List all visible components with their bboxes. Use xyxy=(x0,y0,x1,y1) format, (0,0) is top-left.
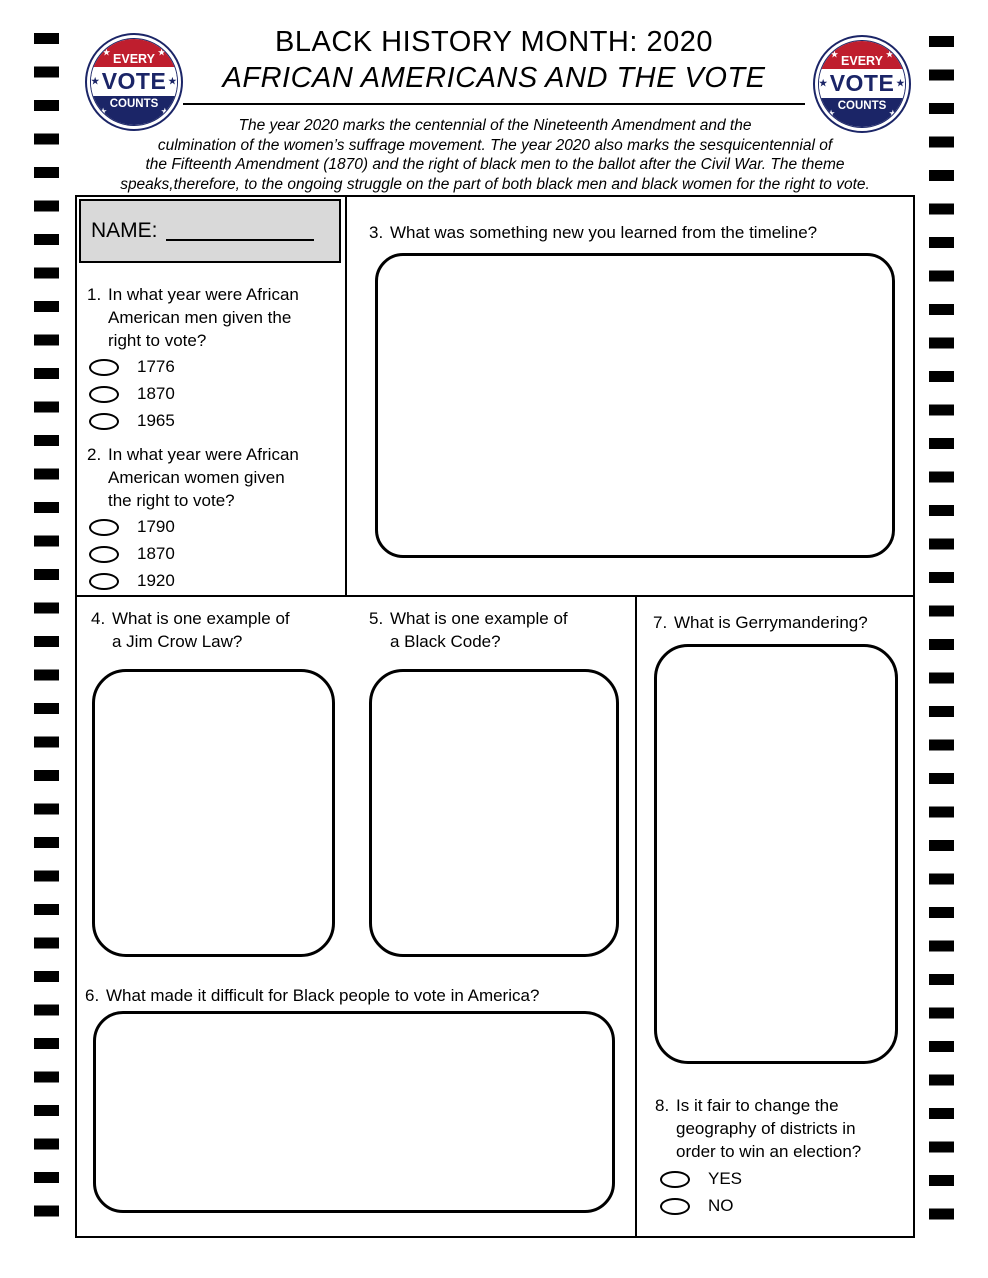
page-subtitle: AFRICAN AMERICANS AND THE VOTE xyxy=(222,62,766,94)
q7-answer-box[interactable] xyxy=(654,644,898,1064)
intro-line: speaks,therefore, to the ongoing struggle on the part of both black men and black women for the right to vote. xyxy=(120,175,870,193)
badge-every-label: EVERY xyxy=(113,51,155,66)
question-text: What made it difficult for Black people to vote in America? xyxy=(106,986,540,1005)
badge-counts-label: COUNTS xyxy=(109,97,159,110)
intro-line: culmination of the women’s suffrage movement. The year 2020 also marks the sesquicentennial of xyxy=(157,136,833,154)
star-icon: ★ xyxy=(827,108,835,118)
badge-vote-label: VOTE xyxy=(829,69,895,96)
star-icon: ★ xyxy=(102,47,111,57)
question-number: 6. xyxy=(85,986,100,1005)
question-text: In what year were African American women given the right to vote? xyxy=(108,445,299,510)
worksheet-grid xyxy=(75,195,915,1238)
question-3 xyxy=(369,221,909,244)
ballot-timing-marks-left xyxy=(34,33,59,1219)
question-text: In what year were African American men given the right to vote? xyxy=(108,285,299,350)
q2-option-row xyxy=(89,544,175,564)
question-number: 2. xyxy=(87,445,102,464)
star-icon: ★ xyxy=(885,49,894,59)
star-icon: ★ xyxy=(99,106,107,116)
cell-divider-vertical-bottom xyxy=(635,597,637,1236)
badge-every-band xyxy=(819,41,905,69)
q3-answer-box[interactable] xyxy=(375,253,895,558)
option-label: 1965 xyxy=(137,411,175,430)
badge-every-band xyxy=(91,39,177,67)
page-title: BLACK HISTORY MONTH: 2020 xyxy=(275,26,713,58)
question-text: Is it fair to change the geography of districts in order to win an election? xyxy=(676,1096,862,1161)
option-label: 1870 xyxy=(137,544,175,563)
option-label: YES xyxy=(708,1169,743,1188)
question-number: 4. xyxy=(91,609,106,628)
cell-divider-horizontal xyxy=(77,595,913,597)
star-icon: ★ xyxy=(889,108,897,118)
q2-bubble-1920[interactable] xyxy=(89,573,119,590)
star-icon: ★ xyxy=(830,49,839,59)
question-4 xyxy=(91,607,294,653)
question-number: 3. xyxy=(369,223,384,242)
option-label: 1790 xyxy=(137,517,175,536)
q4-answer-box[interactable] xyxy=(92,669,335,957)
badge-circle xyxy=(818,40,906,128)
star-icon: ★ xyxy=(819,77,828,88)
star-icon: ★ xyxy=(157,47,166,57)
star-icon: ★ xyxy=(91,75,100,86)
question-2 xyxy=(87,443,301,512)
badge-circle xyxy=(90,38,178,126)
badge-vote-band xyxy=(91,67,177,96)
question-1 xyxy=(87,283,301,352)
q2-bubble-1870[interactable] xyxy=(89,546,119,563)
badge-vote-band xyxy=(819,69,905,98)
q8-option-row xyxy=(660,1169,742,1189)
q1-bubble-1776[interactable] xyxy=(89,359,119,376)
name-input-line[interactable] xyxy=(166,221,314,241)
option-label: 1870 xyxy=(137,384,175,403)
question-7 xyxy=(653,611,905,634)
star-icon: ★ xyxy=(896,77,905,88)
q8-bubble-yes[interactable] xyxy=(660,1171,690,1188)
title-underline xyxy=(183,103,805,105)
q2-option-row xyxy=(89,571,175,591)
question-number: 8. xyxy=(655,1096,670,1115)
q1-bubble-1965[interactable] xyxy=(89,413,119,430)
q1-option-row xyxy=(89,411,175,431)
question-text: What is Gerrymandering? xyxy=(674,613,868,632)
question-text: What is one example of a Jim Crow Law? xyxy=(112,609,290,651)
intro-line: the Fifteenth Amendment (1870) and the right of black men to the ballot after the Civil War. The theme xyxy=(145,156,845,173)
q8-option-row xyxy=(660,1196,734,1216)
q1-option-row xyxy=(89,384,175,404)
name-label: NAME: xyxy=(91,219,158,242)
question-number: 1. xyxy=(87,285,102,304)
q6-answer-box[interactable] xyxy=(93,1011,615,1213)
cell-divider-vertical-top xyxy=(345,197,347,595)
option-label: 1776 xyxy=(137,357,175,376)
star-icon: ★ xyxy=(168,75,177,86)
q1-bubble-1870[interactable] xyxy=(89,386,119,403)
q8-bubble-no[interactable] xyxy=(660,1198,690,1215)
name-field-box xyxy=(79,199,341,263)
question-5 xyxy=(369,607,572,653)
ballot-timing-marks-right xyxy=(929,36,954,1222)
intro-line: The year 2020 marks the centennial of the Nineteenth Amendment and the xyxy=(238,117,752,134)
q1-option-row xyxy=(89,357,175,377)
q2-bubble-1790[interactable] xyxy=(89,519,119,536)
q2-option-row xyxy=(89,517,175,537)
option-label: NO xyxy=(708,1196,734,1215)
badge-every-label: EVERY xyxy=(841,53,883,68)
badge-counts-label: COUNTS xyxy=(837,99,887,112)
question-number: 5. xyxy=(369,609,384,628)
q5-answer-box[interactable] xyxy=(369,669,619,957)
question-number: 7. xyxy=(653,613,668,632)
option-label: 1920 xyxy=(137,571,175,590)
question-6 xyxy=(85,984,633,1007)
intro-paragraph xyxy=(73,116,917,194)
badge-vote-label: VOTE xyxy=(101,67,167,94)
question-text: What was something new you learned from the timeline? xyxy=(390,223,818,242)
question-text: What is one example of a Black Code? xyxy=(390,609,568,651)
question-8 xyxy=(655,1094,872,1163)
star-icon: ★ xyxy=(161,106,169,116)
